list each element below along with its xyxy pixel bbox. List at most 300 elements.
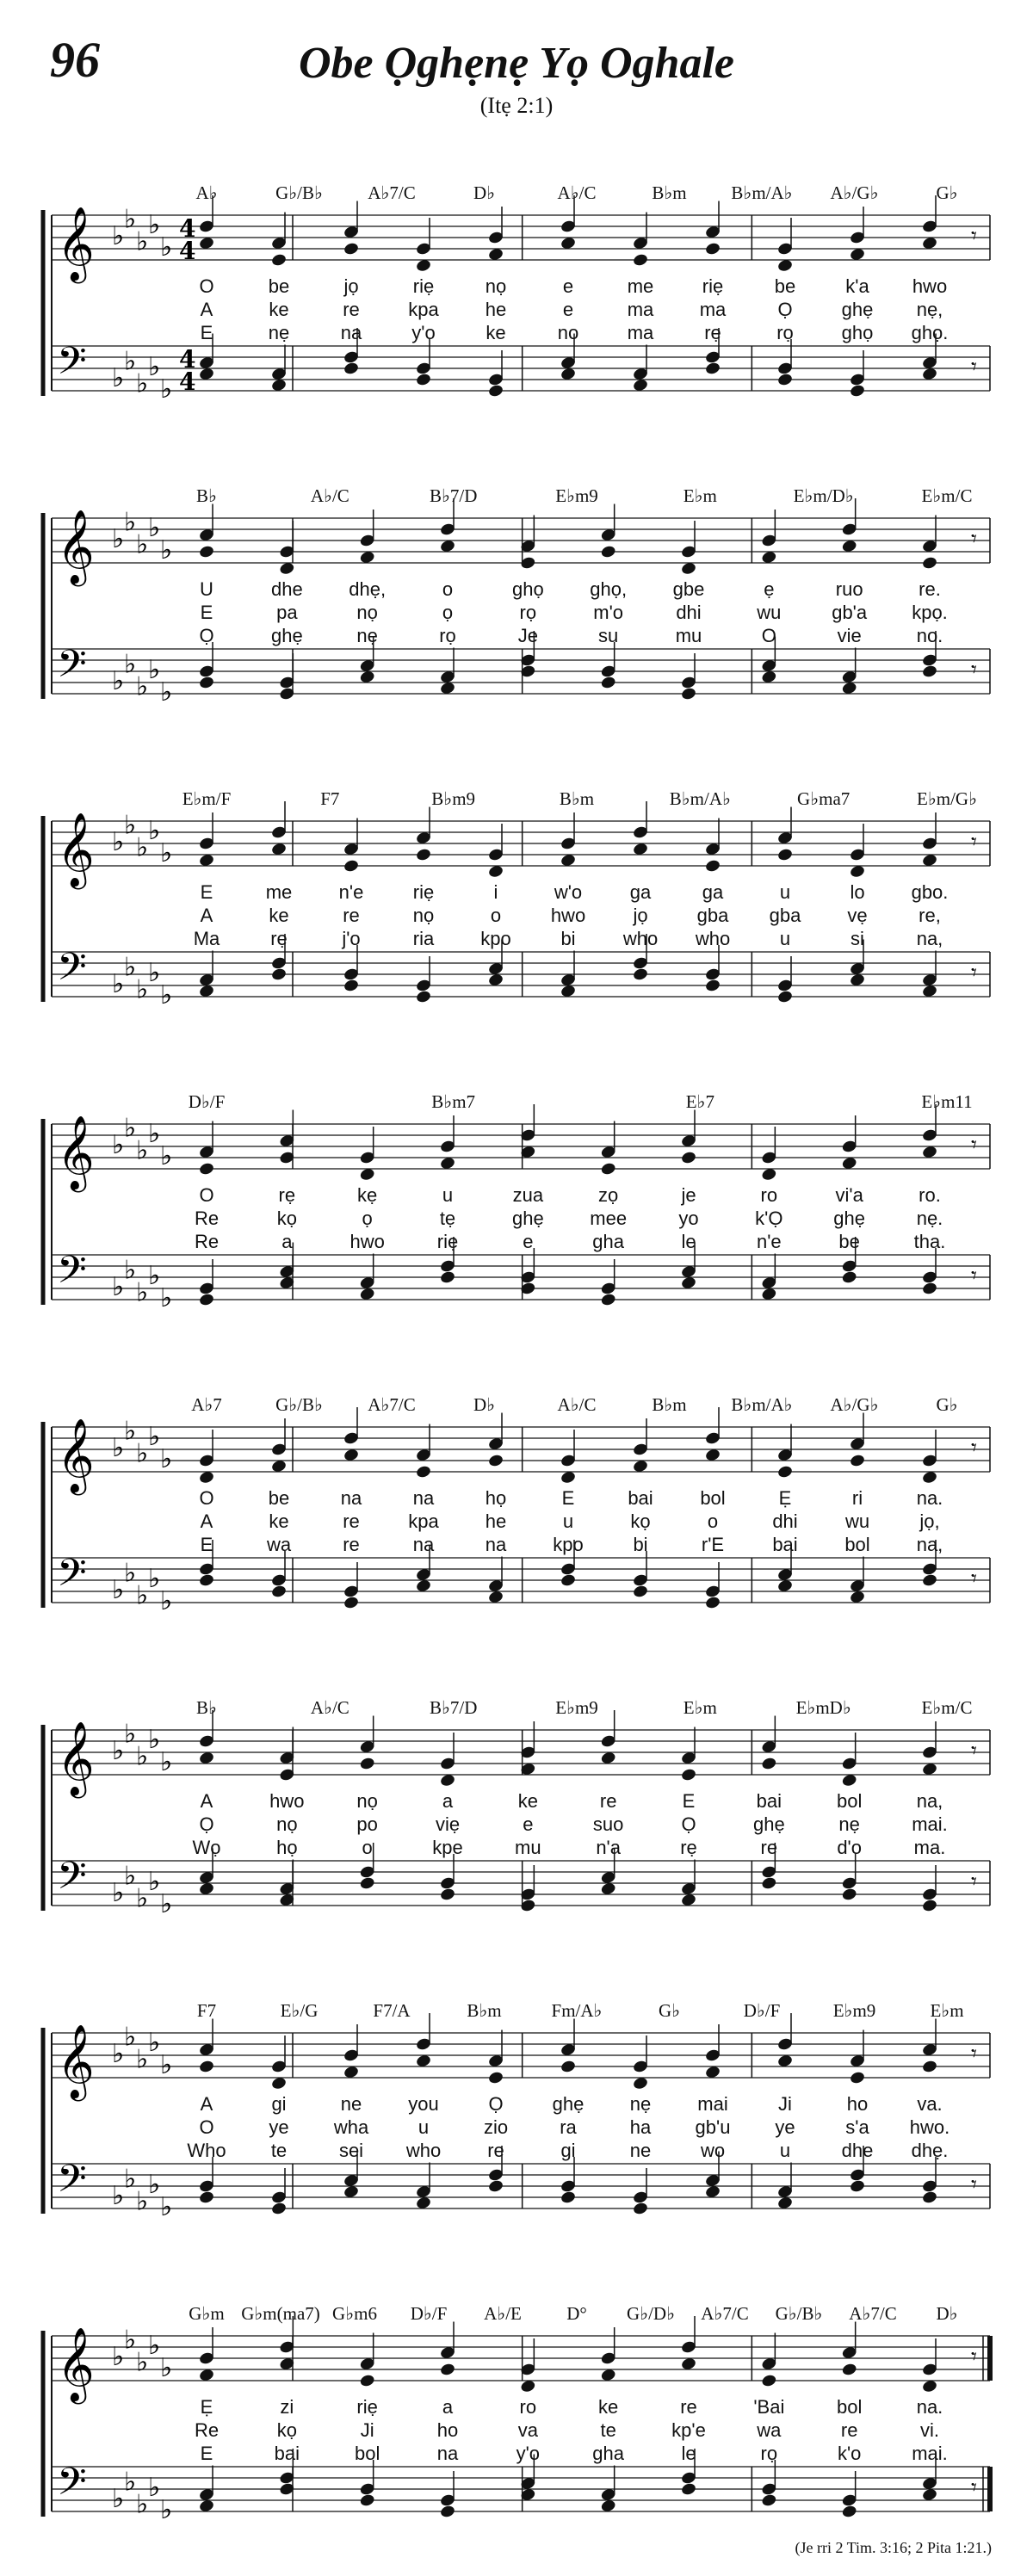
lyric-syllable: ma [627,322,654,343]
staff-svg [0,1938,1033,2248]
key-flat-icon: ♭ [160,1747,173,1777]
lyric-syllable: viẹ [435,1813,461,1835]
key-flat-icon: ♭ [124,1861,137,1892]
lyric-syllable: bai [772,1534,798,1555]
lyric-syllable: u [418,2116,430,2138]
chord-symbol: D♭/F [410,2303,448,2324]
staff-svg [0,726,1033,1036]
lyric-syllable: ghẹ [752,1813,785,1835]
lyric-syllable: na, [916,1790,943,1812]
lyric-syllable: nọ [356,602,378,623]
key-flat-icon: ♭ [148,2331,161,2361]
treble-note-head [359,1757,375,1771]
lyric-syllable: ga [629,881,652,903]
treble-note-head [849,1454,865,1468]
chord-symbol: E♭m/D♭ [793,485,854,506]
lyric-syllable: re. [919,578,941,600]
lyric-syllable: nọ [276,1813,298,1835]
lyric-syllable: riẹ [412,881,435,903]
bass-note-head [680,687,696,701]
lyric-syllable: ghọ, [590,578,628,600]
lyric-syllable: Ọ [681,1813,696,1835]
lyric-syllable: bai [756,1790,782,1812]
lyric-syllable: mai. [912,1813,948,1835]
chord-symbol: D° [566,2303,587,2324]
lyric-syllable: Ọ [199,1813,214,1835]
lyric-syllable: ye [775,2116,795,2138]
bass-note-head [704,979,721,993]
chord-symbol: G♭/B♭ [275,1394,323,1415]
lyric-syllable: dhẹ. [911,2140,949,2161]
key-flat-icon: ♭ [160,535,173,565]
time-signature-bottom: 4 [179,368,196,396]
lyric-syllable: ho [846,2093,869,2115]
lyric-syllable: Re [194,1231,220,1252]
key-flat-icon: ♭ [112,363,125,393]
lyric-syllable: o [362,1837,373,1858]
key-flat-icon: ♭ [160,2353,173,2383]
lyric-syllable: he [485,1510,507,1532]
key-flat-icon: ♭ [124,2325,137,2356]
lyric-syllable: nọ [485,275,507,297]
lyric-syllable: gba [696,905,729,926]
lyric-syllable: E [200,1534,213,1555]
music-system [0,2241,1033,2551]
lyric-syllable: va [517,2419,538,2441]
lyric-syllable: le [681,1231,696,1252]
bass-note-head [600,1293,616,1307]
chord-symbol: G♭/B♭ [775,2303,823,2324]
chord-symbol: G♭m [189,2303,225,2324]
lyric-syllable: te [600,2419,616,2441]
lyric-syllable: su [598,625,619,646]
chord-symbol: G♭ [936,1394,958,1415]
chord-symbol: E♭m9 [555,485,598,506]
lyric-syllable: ke [517,1790,538,1812]
lyric-syllable: na. [916,1487,943,1509]
chord-symbol: E♭/G [280,2000,319,2021]
lyric-syllable: kẹ [357,1184,378,1206]
lyric-syllable: y'o [516,2443,541,2464]
chord-symbol: G♭m6 [332,2303,377,2324]
lyric-syllable: te [270,2140,288,2161]
lyric-syllable: kọ [630,1510,651,1532]
lyric-syllable: họ [485,1487,507,1509]
lyric-syllable: dhe [270,578,303,600]
lyric-syllable: ẹ [764,578,775,600]
lyric-syllable: E [561,1487,575,1509]
lyric-syllable: nẹ, [916,299,943,320]
bass-note-head [632,2202,648,2216]
chord-symbol: D♭ [473,1394,496,1415]
key-flat-icon: ♭ [160,2495,173,2525]
chord-symbol: B♭m7 [431,1091,476,1112]
bass-clef-icon: 𝄢 [57,1550,87,1604]
bass-note-head [487,2179,504,2194]
lyric-syllable: ma [699,299,727,320]
eighth-rest-icon: 𝄾 [971,223,977,250]
eighth-rest-icon: 𝄾 [971,1263,977,1289]
bass-note-head [198,2190,214,2205]
lyric-syllable: dhe [841,2140,874,2161]
lyric-syllable: ke [269,299,289,320]
chord-symbol: A♭7/C [368,1394,416,1415]
bass-note-head [849,384,865,398]
lyric-syllable: gi [271,2093,287,2115]
chord-symbol: B♭7/D [429,1697,478,1718]
eighth-rest-icon: 𝄾 [971,1566,977,1592]
lyric-syllable: vẹ [847,905,868,926]
lyric-syllable: kpo [553,1534,584,1555]
chord-symbol: B♭7/D [429,485,478,506]
lyric-syllable: r'E [701,1534,725,1555]
lyric-syllable: hwo [349,1231,385,1252]
eighth-rest-icon: 𝄾 [971,1435,977,1461]
chord-symbol: A♭7/C [701,2303,749,2324]
bass-clef-icon: 𝄢 [57,1853,87,1907]
key-flat-icon: ♭ [112,2342,125,2372]
key-flat-icon: ♭ [124,1719,137,1750]
chord-symbol: E♭m/G♭ [917,788,977,809]
chord-symbol: A♭/C [310,1697,349,1718]
key-flat-icon: ♭ [124,507,137,538]
lyric-syllable: Je [517,625,538,646]
bass-clef-icon: 𝄢 [57,338,87,392]
key-flat-icon: ♭ [136,832,149,863]
bass-note-head [359,1876,375,1891]
key-flat-icon: ♭ [148,210,161,240]
key-flat-icon: ♭ [148,958,161,988]
lyric-syllable: mai. [912,2443,948,2464]
bass-note-head [841,1887,857,1902]
treble-note-head [921,556,937,571]
lyric-syllable: re [760,1837,778,1858]
key-flat-icon: ♭ [124,346,137,377]
lyric-syllable: k'Ọ [755,1208,783,1229]
key-flat-icon: ♭ [112,524,125,554]
staff-svg [0,1635,1033,1945]
bass-note-head [761,2493,777,2508]
lyric-syllable: wa [266,1534,292,1555]
bass-clef-icon: 𝄢 [57,944,87,998]
lyric-syllable: na [340,322,362,343]
bass-note-head [632,967,648,982]
bass-note-head [270,1585,287,1599]
chord-symbol: B♭m9 [431,788,476,809]
chord-symbol: A♭7/C [849,2303,897,2324]
lyric-syllable: n'e [756,1231,782,1252]
footer-reference: (Je rri 2 Tim. 3:16; 2 Pita 1:21.) [795,2539,992,2556]
lyric-syllable: a [442,2396,454,2418]
key-flat-icon: ♭ [136,2186,149,2217]
treble-note-head [776,848,793,862]
chord-symbol: G♭/B♭ [275,182,323,203]
key-flat-icon: ♭ [112,2181,125,2211]
lyric-syllable: bai [628,1487,653,1509]
lyric-syllable: re [343,1534,360,1555]
treble-note-head [921,2060,937,2074]
lyric-syllable: re [599,1790,617,1812]
music-system [0,120,1033,430]
lyric-syllable: bi [633,1534,648,1555]
lyric-syllable: gba [769,905,801,926]
bass-note-head [415,373,431,387]
lyric-syllable: Who [187,2140,226,2161]
lyric-syllable: re, [919,905,941,926]
treble-note-head [560,2060,576,2074]
bass-clef-icon: 𝄢 [57,2459,87,2513]
bass-note-head [921,1573,937,1588]
lyric-syllable: jọ [343,275,359,297]
lyric-syllable: mai [697,2093,728,2115]
lyric-syllable: ghẹ [833,1208,866,1229]
lyric-syllable: vi'a [835,1184,863,1206]
eighth-rest-icon: 𝄾 [971,2474,977,2501]
treble-clef-icon: 𝄞 [57,510,95,584]
lyric-syllable: re [840,2419,858,2441]
key-flat-icon: ♭ [160,2050,173,2080]
lyric-syllable: ye [269,2116,289,2138]
treble-note-head [487,2071,504,2085]
treble-note-head [841,2363,857,2377]
lyric-syllable: riẹ [412,275,435,297]
lyric-syllable: dhi [772,1510,798,1532]
staff-svg [0,120,1033,430]
lyric-syllable: sei [338,2140,364,2161]
chord-symbol: D♭/F [188,1091,226,1112]
lyric-syllable: zua [512,1184,544,1206]
time-signature-bottom: 4 [179,237,196,265]
lyric-syllable: rọ [439,625,456,646]
lyric-syllable: u [779,881,791,903]
lyric-syllable: who [405,2140,442,2161]
bass-note-head [270,2202,287,2216]
lyric-syllable: ghọ [511,578,544,600]
key-flat-icon: ♭ [124,2164,137,2195]
bass-note-head [921,2190,937,2205]
key-flat-icon: ♭ [160,677,173,707]
bass-note-head [560,1573,576,1588]
chord-symbol: A♭7/C [368,182,416,203]
chord-symbol: B♭m/A♭ [669,788,731,809]
lyric-syllable: lo [850,881,865,903]
lyric-syllable: gbo. [911,881,949,903]
lyric-syllable: kpa [408,299,439,320]
key-flat-icon: ♭ [148,2473,161,2503]
lyric-syllable: O [199,2116,214,2138]
lyric-syllable: ne [629,2140,652,2161]
bass-note-head [343,979,359,993]
chord-symbol: D♭/F [743,2000,781,2021]
lyric-syllable: bol [354,2443,380,2464]
chord-symbol: G♭ [936,182,958,203]
lyric-syllable: ne [340,2093,362,2115]
lyric-syllable: riẹ [702,275,724,297]
time-signature-top: 4 [179,214,196,243]
eighth-rest-icon: 𝄾 [971,960,977,986]
treble-note-head [600,545,616,559]
key-flat-icon: ♭ [160,838,173,868]
bass-note-head [198,1573,214,1588]
bass-note-head [415,990,431,1004]
lyric-syllable: no [557,322,579,343]
treble-note-head [776,1465,793,1480]
chord-symbol: A♭/C [557,1394,597,1415]
lyric-syllable: A [200,2093,213,2115]
time-signature-top: 4 [179,345,196,374]
lyric-syllable: no. [916,625,943,646]
bass-note-head [849,2179,865,2194]
eighth-rest-icon: 𝄾 [971,354,977,380]
lyric-syllable: re [343,299,360,320]
lyric-syllable: mu [675,625,702,646]
chord-symbol: F7/A [373,2000,411,2021]
key-flat-icon: ♭ [124,952,137,983]
lyric-syllable: dhẹ, [349,578,387,600]
lyric-syllable: hwo [550,905,586,926]
lyric-syllable: re [680,2396,697,2418]
key-flat-icon: ♭ [112,1878,125,1908]
key-flat-icon: ♭ [124,810,137,841]
lyric-syllable: k'o [837,2443,862,2464]
treble-clef-icon: 𝄞 [57,1721,95,1795]
lyric-syllable: na, [916,928,943,949]
treble-note-head [600,1162,616,1177]
lyric-syllable: pa [276,602,298,623]
eighth-rest-icon: 𝄾 [971,526,977,553]
bass-note-head [560,2190,576,2205]
lyric-syllable: be [268,275,290,297]
chord-symbol: A♭/E [484,2303,522,2324]
key-flat-icon: ♭ [136,974,149,1005]
chord-symbol: B♭ [196,1697,217,1718]
key-flat-icon: ♭ [112,1130,125,1160]
lyric-syllable: Wọ [192,1837,221,1858]
key-flat-icon: ♭ [112,2039,125,2069]
lyric-syllable: na. [916,2396,943,2418]
chord-symbol: G♭/D♭ [627,2303,675,2324]
lyric-syllable: gha [592,1231,625,1252]
treble-note-head [343,242,359,256]
chord-symbol: E♭m/C [921,485,973,506]
treble-note-head [198,2060,214,2074]
bass-note-head [343,1596,359,1610]
lyric-syllable: rẹ [704,322,721,343]
lyric-syllable: tha. [913,1231,946,1252]
key-flat-icon: ♭ [136,1883,149,1914]
lyric-syllable: bol [700,1487,726,1509]
lyric-syllable: nẹ [838,1813,860,1835]
key-flat-icon: ♭ [136,671,149,702]
lyric-syllable: ruo [835,578,863,600]
bass-note-head [487,384,504,398]
lyric-syllable: A [200,905,213,926]
key-flat-icon: ♭ [112,1736,125,1766]
chord-symbol: G♭ma7 [797,788,851,809]
lyric-syllable: O [199,275,214,297]
chord-symbol: B♭ [196,485,217,506]
lyric-syllable: ra [560,2116,577,2138]
lyric-syllable: riẹ [436,1231,459,1252]
chord-symbol: E♭mD♭ [795,1697,851,1718]
lyric-syllable: ghọ [841,322,874,343]
lyric-syllable: ga [702,881,724,903]
bass-note-head [680,2482,696,2497]
lyric-syllable: po [356,1813,378,1835]
bass-note-head [921,1282,937,1296]
chord-symbol: Fm/A♭ [551,2000,603,2021]
hymn-title: Obe Ọghẹnẹ Yọ Oghale [298,39,734,88]
eighth-rest-icon: 𝄾 [971,829,977,856]
lyric-syllable: rọ [776,322,794,343]
staff-svg [0,1332,1033,1642]
lyric-syllable: rọ [519,602,537,623]
lyric-syllable: si [851,928,864,949]
music-system [0,1938,1033,2248]
bass-note-head [921,1899,937,1913]
lyric-syllable: ma. [913,1837,946,1858]
key-flat-icon: ♭ [112,2484,125,2514]
lyric-syllable: u [779,2140,791,2161]
chord-symbol: E♭m [683,485,717,506]
chord-symbol: F7 [196,2000,217,2021]
lyric-syllable: nẹ [356,625,378,646]
key-flat-icon: ♭ [136,1741,149,1772]
lyric-syllable: mee [590,1208,628,1229]
lyric-syllable: Ẹ [778,1487,792,1509]
chord-symbol: E♭m9 [832,2000,876,2021]
key-flat-icon: ♭ [112,1433,125,1463]
chord-symbol: B♭m [559,788,595,809]
lyric-syllable: E [200,322,213,343]
treble-note-head [359,2374,375,2388]
bass-clef-icon: 𝄢 [57,641,87,695]
key-flat-icon: ♭ [136,529,149,560]
key-flat-icon: ♭ [124,1416,137,1447]
lyric-syllable: E [200,602,213,623]
lyric-syllable: ri [851,1487,863,1509]
bass-note-head [776,990,793,1004]
eighth-rest-icon: 𝄾 [971,2041,977,2067]
bass-note-head [841,2505,857,2519]
lyric-syllable: Ji [360,2419,374,2441]
lyric-syllable: bol [836,2396,863,2418]
chord-symbol: A♭/G♭ [830,182,879,203]
treble-clef-icon: 𝄞 [57,1418,95,1492]
lyric-syllable: a [281,1231,293,1252]
music-system [0,1029,1033,1339]
music-system [0,1635,1033,1945]
lyric-syllable: rẹ [270,928,288,949]
chord-symbol: E♭7 [685,1091,714,1112]
lyric-syllable: kp'e [671,2419,706,2441]
lyric-syllable: kpe [432,1837,463,1858]
chord-symbol: B♭m [467,2000,502,2021]
key-flat-icon: ♭ [124,204,137,235]
chord-symbol: E♭m/C [921,1697,973,1718]
key-flat-icon: ♭ [160,232,173,263]
music-system [0,726,1033,1036]
lyric-syllable: re [343,905,360,926]
lyric-syllable: wo [700,2140,726,2161]
bass-note-head [439,1270,455,1285]
lyric-syllable: o [442,578,454,600]
lyric-syllable: m'o [593,602,624,623]
lyric-syllable: A [200,1510,213,1532]
bass-note-head [343,361,359,376]
lyric-syllable: na [412,1534,435,1555]
lyric-syllable: ke [598,2396,619,2418]
